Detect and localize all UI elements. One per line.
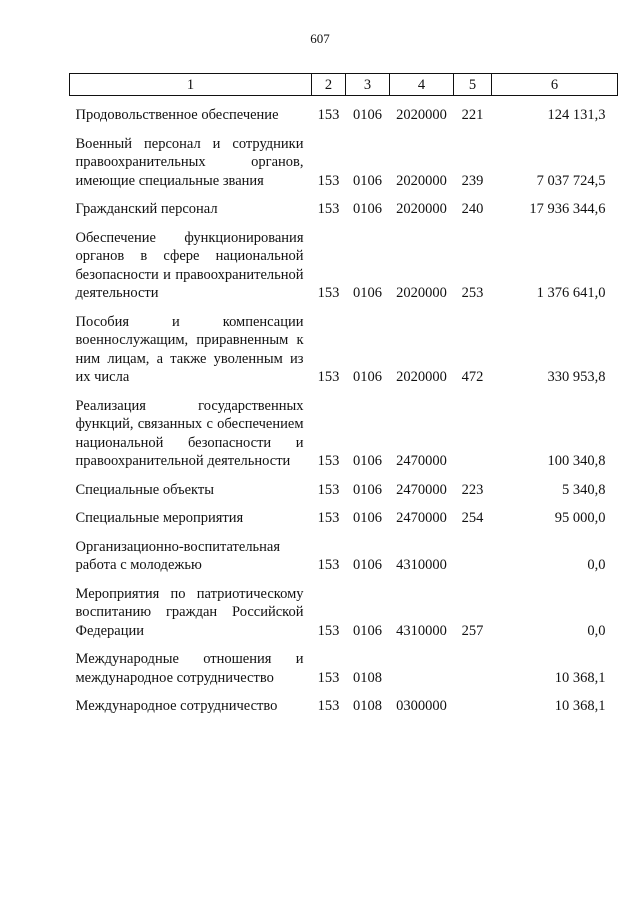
expense-type-code: 239	[461, 172, 484, 189]
item-name: Мероприятия по патриотическому воспитанию граждан Российской Федерации	[75, 585, 304, 639]
item-name: Гражданский персонал	[75, 201, 218, 217]
item-name: Специальные мероприятия	[75, 510, 244, 526]
expense-type-code: 240	[461, 201, 484, 217]
expense-type-code	[454, 650, 492, 697]
amount: 7 037 724,5	[536, 172, 606, 189]
item-name: Международные отношения и международное сотрудничество	[75, 651, 304, 686]
target-article-code: 4310000	[396, 557, 447, 573]
table-row	[70, 481, 618, 510]
table-row	[70, 397, 618, 481]
column-number-header	[70, 74, 618, 96]
amount: 95 000,0	[554, 510, 606, 526]
ministry-code: 153	[317, 481, 340, 498]
target-article-code: 0300000	[396, 698, 447, 714]
header-cell: 4	[390, 74, 454, 96]
item-name: Международное сотрудничество	[75, 698, 278, 714]
header-cell: 6	[492, 74, 618, 96]
expense-type-code	[454, 397, 492, 481]
expense-type-code	[454, 538, 492, 585]
expense-type-code: 254	[461, 510, 484, 526]
table-row	[70, 697, 618, 726]
section-code: 0106	[353, 622, 382, 639]
target-article-code: 2020000	[396, 107, 447, 123]
expense-type-code: 472	[461, 369, 484, 385]
table-row	[70, 650, 618, 697]
amount: 0,0	[587, 557, 606, 573]
target-article-code: 2020000	[396, 285, 447, 301]
amount: 1 376 641,0	[536, 285, 606, 301]
table-row	[70, 585, 618, 651]
target-article-code: 4310000	[396, 622, 447, 639]
section-code: 0106	[353, 107, 382, 123]
budget-table	[69, 73, 618, 726]
ministry-code: 153	[317, 698, 340, 714]
header-cell: 5	[454, 74, 492, 96]
amount: 5 340,8	[562, 481, 606, 498]
section-code: 0106	[353, 172, 382, 189]
expense-type-code: 221	[461, 107, 484, 123]
target-article-code	[390, 650, 454, 697]
section-code: 0108	[353, 669, 382, 686]
expense-type-code: 253	[461, 285, 484, 301]
header-cell: 2	[312, 74, 346, 96]
item-name: Пособия и компенсации военнослужащим, приравненным к ним лицам, а также уволенным из их числа	[75, 313, 304, 385]
amount: 10 368,1	[554, 669, 606, 686]
section-code: 0106	[353, 285, 382, 301]
ministry-code: 153	[317, 510, 340, 526]
amount: 124 131,3	[547, 107, 606, 123]
ministry-code: 153	[317, 622, 340, 639]
item-name: Обеспечение функционирования органов в сфере национальной безопасности и правоохранительной деятельности	[75, 229, 304, 301]
target-article-code: 2470000	[396, 510, 447, 526]
table-row	[70, 135, 618, 201]
table-row	[70, 229, 618, 313]
section-code: 0106	[353, 481, 382, 498]
ministry-code: 153	[317, 557, 340, 573]
amount: 330 953,8	[547, 369, 606, 385]
table-row	[70, 538, 618, 585]
target-article-code: 2020000	[396, 201, 447, 217]
ministry-code: 153	[317, 201, 340, 217]
item-name: Продовольственное обеспечение	[75, 107, 279, 123]
ministry-code: 153	[317, 453, 340, 469]
section-code: 0106	[353, 201, 382, 217]
table-row	[70, 96, 618, 135]
ministry-code: 153	[317, 369, 340, 385]
item-name: Реализация государственных функций, связанных с обеспечением национальной безопасности и правоохранительной деятельности	[75, 397, 304, 469]
section-code: 0106	[353, 369, 382, 385]
ministry-code: 153	[317, 107, 340, 123]
amount: 17 936 344,6	[529, 201, 606, 217]
table-row	[70, 509, 618, 538]
amount: 100 340,8	[547, 453, 606, 469]
ministry-code: 153	[317, 172, 340, 189]
table-row	[70, 313, 618, 397]
page-number: 607	[310, 31, 330, 46]
target-article-code: 2020000	[396, 172, 447, 189]
header-cell: 3	[346, 74, 390, 96]
section-code: 0106	[353, 453, 382, 469]
section-code: 0106	[353, 557, 382, 573]
target-article-code: 2470000	[396, 481, 447, 498]
section-code: 0106	[353, 510, 382, 526]
expense-type-code: 257	[461, 622, 484, 639]
table-row	[70, 200, 618, 229]
target-article-code: 2470000	[396, 453, 447, 469]
ministry-code: 153	[317, 669, 340, 686]
target-article-code: 2020000	[396, 369, 447, 385]
amount: 10 368,1	[554, 698, 606, 714]
expense-type-code: 223	[461, 481, 484, 498]
amount: 0,0	[587, 622, 606, 639]
item-name: Специальные объекты	[75, 481, 214, 498]
ministry-code: 153	[317, 285, 340, 301]
item-name: Военный персонал и сотрудники правоохранительных органов, имеющие специальные звания	[75, 135, 304, 189]
expense-type-code	[454, 697, 492, 726]
item-name: Организационно-воспитательная работа с молодежью	[75, 538, 281, 573]
section-code: 0108	[353, 698, 382, 714]
header-cell: 1	[70, 74, 312, 96]
